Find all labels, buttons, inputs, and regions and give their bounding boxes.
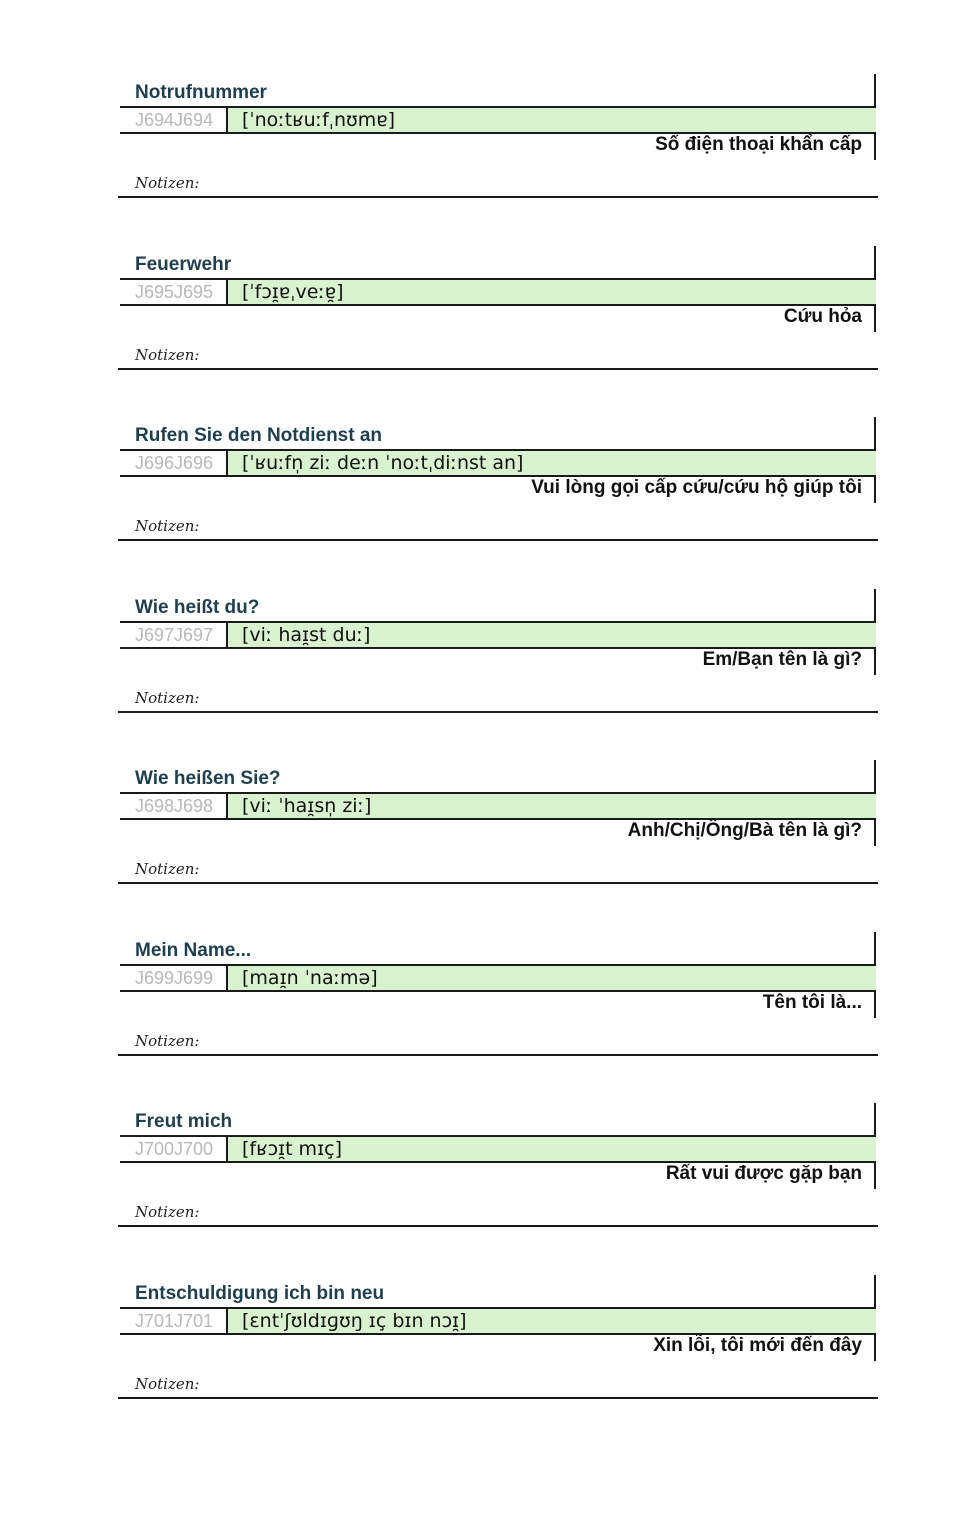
notes-label: Notizen: [135,346,200,364]
vocab-card [118,589,878,717]
code-pronunciation-row [120,964,876,992]
vocab-card [118,932,878,1060]
notes-line [118,1054,878,1056]
vietnamese-translation: Rất vui được gặp bạn [665,1163,862,1184]
notes-label: Notizen: [135,1203,200,1221]
vietnamese-translation: Số điện thoại khẩn cấp [655,134,862,155]
code-pronunciation-row [120,621,876,649]
vietnamese-translation: Cứu hỏa [783,306,862,327]
card-code: J699J699 [120,966,228,990]
german-word: Mein Name... [135,940,252,961]
vocab-card [118,1103,878,1231]
card-code: J698J698 [120,794,228,818]
vocab-card [118,74,878,202]
notes-label: Notizen: [135,689,200,707]
german-word: Freut mich [135,1111,233,1132]
vocab-card [118,417,878,545]
code-pronunciation-row [120,106,876,134]
vietnamese-translation: Anh/Chị/Ông/Bà tên là gì? [627,820,862,841]
german-word: Wie heißen Sie? [135,768,281,789]
notes-label: Notizen: [135,860,200,878]
german-word: Entschuldigung ich bin neu [135,1283,385,1304]
pronunciation: [ˈfɔɪ̯ɐˌveːɐ̯] [228,280,876,304]
code-pronunciation-row [120,278,876,306]
vietnamese-translation: Em/Bạn tên là gì? [702,649,862,670]
vocab-card [118,246,878,374]
pronunciation: [ɛntˈʃʊldɪɡʊŋ ɪç bɪn nɔɪ̯] [228,1309,876,1333]
pronunciation: [ˈʁuːfn̩ ziː deːn ˈnoːtˌdiːnst an] [228,451,876,475]
notes-line [118,882,878,884]
notes-line [118,711,878,713]
german-word: Rufen Sie den Notdienst an [135,425,383,446]
card-code: J694J694 [120,108,228,132]
pronunciation: [maɪ̯n ˈnaːmə] [228,966,876,990]
code-pronunciation-row [120,1135,876,1163]
pronunciation: [ˈnoːtʁuːfˌnʊmɐ] [228,108,876,132]
card-code: J697J697 [120,623,228,647]
notes-line [118,539,878,541]
code-pronunciation-row [120,1307,876,1335]
vocab-card [118,1275,878,1403]
vietnamese-translation: Xin lỗi, tôi mới đến đây [653,1335,862,1356]
card-code: J701J701 [120,1309,228,1333]
notes-label: Notizen: [135,174,200,192]
vietnamese-translation: Vui lòng gọi cấp cứu/cứu hộ giúp tôi [531,477,862,498]
card-code: J696J696 [120,451,228,475]
vocab-card [118,760,878,888]
notes-label: Notizen: [135,517,200,535]
notes-line [118,368,878,370]
notes-line [118,1397,878,1399]
pronunciation: [viː ˈhaɪ̯sn̩ ziː] [228,794,876,818]
notes-label: Notizen: [135,1375,200,1393]
notes-line [118,1225,878,1227]
notes-line [118,196,878,198]
german-word: Feuerwehr [135,254,232,275]
german-word: Wie heißt du? [135,597,260,618]
code-pronunciation-row [120,449,876,477]
pronunciation: [fʁɔɪ̯t mɪç] [228,1137,876,1161]
card-code: J695J695 [120,280,228,304]
card-code: J700J700 [120,1137,228,1161]
notes-label: Notizen: [135,1032,200,1050]
vietnamese-translation: Tên tôi là... [762,992,862,1013]
code-pronunciation-row [120,792,876,820]
pronunciation: [viː haɪ̯st duː] [228,623,876,647]
german-word: Notrufnummer [135,82,267,103]
